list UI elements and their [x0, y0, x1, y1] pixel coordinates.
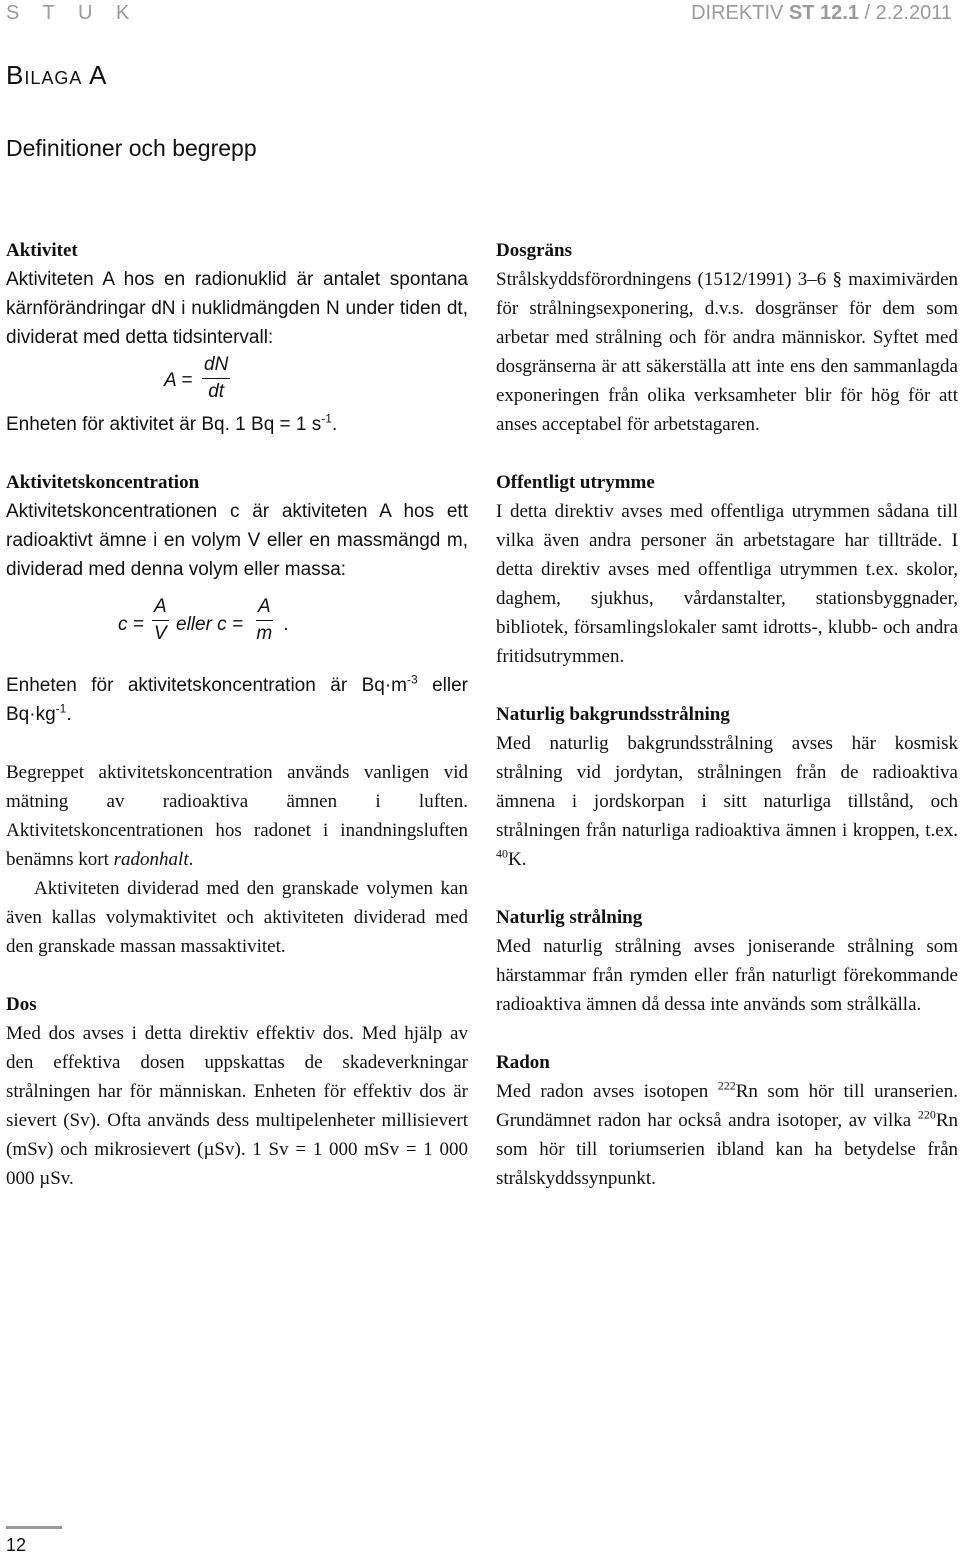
- section-dos: [6, 990, 468, 1193]
- unit-b-end: .: [66, 704, 72, 725]
- heading-dosgrans: Dosgräns: [496, 240, 573, 261]
- unit-a-sup: -3: [406, 672, 418, 687]
- frac1-num: A: [152, 594, 169, 621]
- bakgrund-end: K.: [508, 849, 527, 870]
- formula-konc: [6, 584, 468, 671]
- radon-sup1: 222: [717, 1078, 736, 1093]
- text-bakgrund: [496, 729, 958, 874]
- formula-frac1: [152, 594, 169, 647]
- text-konc-p3: Aktiviteten dividerad med den granskade volymen kan även kallas volymaktivitet och aktiviteten dividerad med den granskade massan massaktivitet.: [6, 878, 468, 957]
- header-directive: [691, 2, 952, 25]
- p2-text: Begreppet aktivitetskoncentration används vanligen vid mätning av radioaktiva ämnen i luften. Aktivitetskoncentrationen hos radonet i inandningsluften benämns kort: [6, 762, 468, 870]
- text-dosgrans: Strålskyddsförordningens (1512/1991) 3–6 § maximivärden för strålningsexponering, d.v.s. dosgränser för dem som arbetar med strålning och för andra människor. Syftet med dosgränserna är att säkerställa att inte ens den sammanlagda exponeringen från olika verksamheter blir för hög för att anses acceptabel för arbetstagaren.: [496, 269, 958, 435]
- text-offentligt: I detta direktiv avses med offentliga utrymmen sådana till vilka även andra personer än arbetstagare har tillträde. I detta direktiv avses med offentliga utrymmen t.ex. skolor, daghem, sjukhus, vårdanstalter, stationsbyggnader, bibliotek, församlingslokaler samt idrotts-, klubb- och andra fritidsutrymmen.: [496, 501, 958, 667]
- section-radon: [496, 1048, 958, 1193]
- text-dos: Med dos avses i detta direktiv effektiv dos. Med hjälp av den effektiva dosen uppskattas de skadeverkningar strålningen har för människan. Enheten för effektiv dos är sievert (Sv). Ofta används dess multipelenheter millisievert (mSv) och mikrosievert (µSv). 1 Sv = 1 000 mSv = 1 000 000 µSv.: [6, 1023, 468, 1189]
- heading-aktivitet: Aktivitet: [6, 240, 78, 261]
- formula-numerator: dN: [202, 352, 230, 379]
- unit-text: Enheten för aktivitet är Bq. 1 Bq = 1 s: [6, 414, 322, 435]
- unit-b-sup: -1: [55, 701, 67, 716]
- left-column: [6, 236, 468, 1222]
- formula-aktivitet: [6, 352, 468, 410]
- formula-denominator: dt: [208, 381, 225, 402]
- text-radon: [496, 1077, 958, 1193]
- heading-radon: Radon: [496, 1052, 550, 1073]
- unit-a: Enheten för aktivitetskoncentration är Bq·m: [6, 675, 407, 696]
- right-column: [496, 236, 958, 1222]
- frac1-den: V: [154, 623, 167, 644]
- bakgrund-sup: 40: [496, 846, 508, 861]
- header-code: ST 12.1: [788, 2, 859, 24]
- radon-t1: Med radon avses isotopen: [496, 1081, 718, 1102]
- section-naturlig: [496, 903, 958, 1019]
- radon-sup2: 220: [917, 1107, 936, 1122]
- radon-t3: Rn som hör till toriumserien ibland kan ha betydelse från strålskyddssynpunkt.: [496, 1110, 958, 1189]
- formula-dot: .: [284, 614, 290, 635]
- heading-konc: Aktivitetskoncentration: [6, 472, 200, 493]
- formula-mid: eller c =: [176, 614, 244, 635]
- p2-end: .: [188, 849, 194, 870]
- frac2-den: m: [256, 623, 273, 644]
- formula-frac2: [256, 594, 273, 647]
- header-stuk: S T U K: [6, 2, 139, 24]
- unit-sup: -1: [321, 411, 332, 426]
- radon-t2: Rn som hör till uranserien. Grundämnet radon har också andra isotoper, av vilka: [496, 1081, 958, 1131]
- formula-fraction: [202, 352, 230, 405]
- page-subtitle: Definitioner och begrepp: [6, 135, 257, 161]
- header-prefix: DIREKTIV: [691, 2, 789, 24]
- text-aktivitet: Aktiviteten A hos en radionuklid är antalet spontana kärnförändringar dN i nuklidmängden N under tiden dt, dividerat med detta tidsintervall:: [6, 269, 468, 348]
- frac2-num: A: [256, 594, 273, 621]
- appendix-title: Bilaga A: [6, 60, 108, 90]
- section-aktivitet: [6, 236, 468, 439]
- unit-end: .: [331, 414, 338, 435]
- heading-dos: Dos: [6, 994, 37, 1015]
- footer-rule: [6, 1526, 62, 1529]
- p2-em: radonhalt: [113, 849, 189, 870]
- unit-b: eller Bq·kg: [6, 675, 468, 725]
- unit-konc: [6, 671, 468, 729]
- heading-offentligt: Offentligt utrymme: [496, 472, 655, 493]
- page-number: 12: [6, 1535, 27, 1555]
- formula-c1: c =: [118, 614, 144, 635]
- heading-bakgrund: Naturlig bakgrundsstrålning: [496, 704, 730, 725]
- formula-lhs: A =: [164, 370, 193, 391]
- section-offentligt: [496, 468, 958, 671]
- text-konc: Aktivitetskoncentrationen c är aktiviteten A hos ett radioaktivt ämne i en volym V eller en massmängd m, dividerad med denna volym eller massa:: [6, 501, 468, 580]
- bakgrund-text: Med naturlig bakgrundsstrålning avses här kosmisk strålning vid jordytan, strålningen från de radioaktiva ämnena i jordskorpan i sitt naturliga tillstånd, och strålningen från naturliga radioaktiva ämnen i kroppen, t.ex.: [496, 733, 958, 841]
- heading-naturlig: Naturlig strålning: [496, 907, 643, 928]
- section-konc: [6, 468, 468, 961]
- section-bakgrund: [496, 700, 958, 874]
- header-date: / 2.2.2011: [858, 2, 952, 24]
- text-naturlig: Med naturlig strålning avses joniserande strålning som härstammar från rymden eller från naturligt förekommande radioaktiva ämnen då dessa inte används som strålkälla.: [496, 936, 958, 1015]
- section-dosgrans: [496, 236, 958, 439]
- text-konc-p2: [6, 758, 468, 874]
- unit-aktivitet: [6, 410, 468, 439]
